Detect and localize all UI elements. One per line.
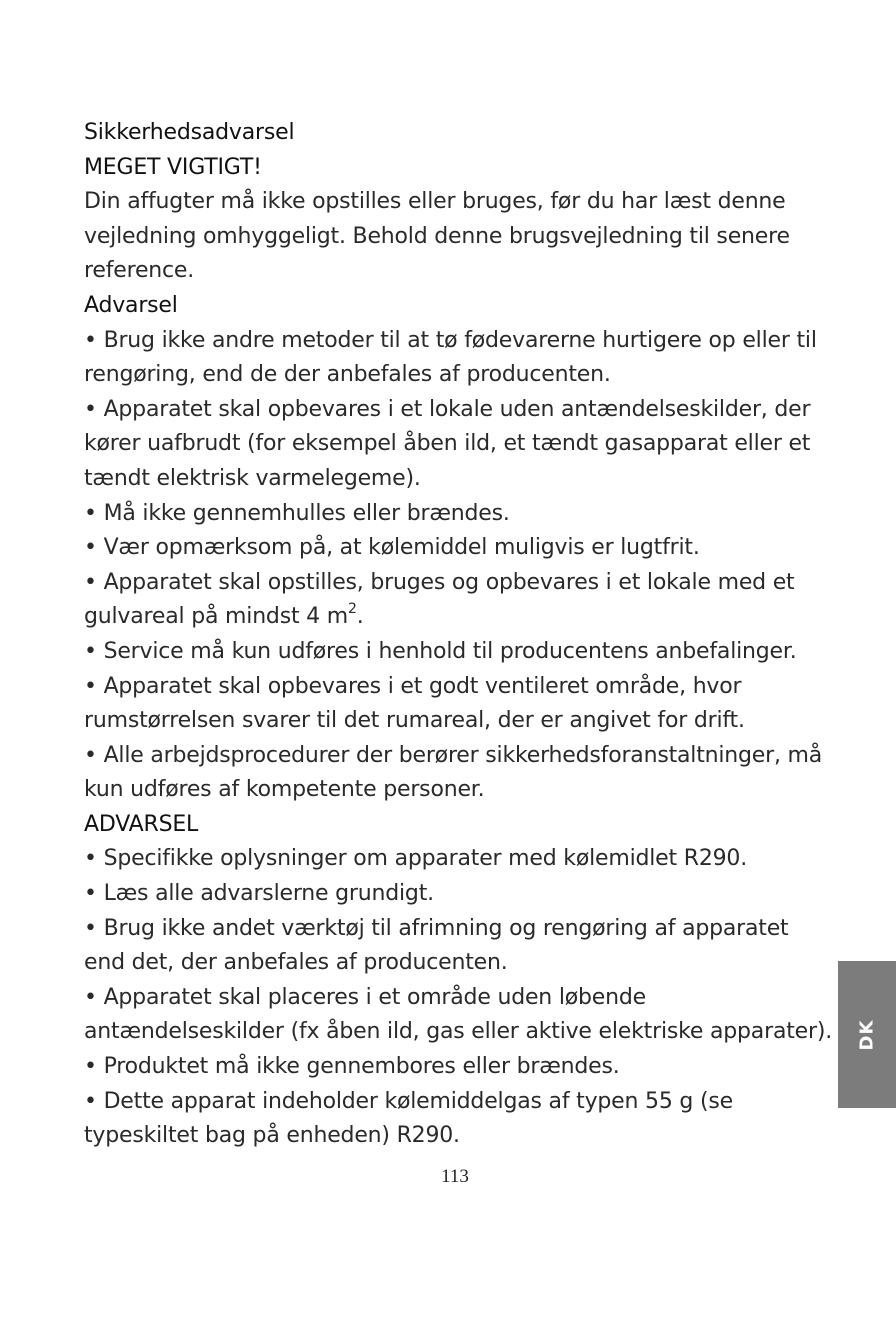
line-text: MEGET VIGTIGT! [84, 154, 262, 180]
text-line [84, 324, 824, 359]
text-line [84, 600, 824, 635]
line-text: kører uafbrudt (for eksempel åben ild, et tændt gasapparat eller et [84, 431, 811, 457]
section-heading [84, 116, 824, 151]
text-line [84, 1050, 824, 1085]
line-text: • Brug ikke andre metoder til at tø fødevarerne hurtigere op eller til [84, 327, 817, 353]
line-text: gulvareal på mindst 4 m [84, 604, 348, 630]
language-tab [838, 961, 896, 1108]
line-text: • Apparatet skal opstilles, bruges og opbevares i et lokale med et [84, 569, 795, 595]
text-line [84, 220, 824, 255]
language-tab-label: DK [856, 1019, 878, 1050]
line-text: • Service må kun udføres i henhold til producentens anbefalinger. [84, 638, 797, 664]
line-text: • Apparatet skal opbevares i et lokale uden antændelseskilder, der [84, 396, 811, 422]
text-line [84, 635, 824, 670]
text-line [84, 739, 824, 774]
line-text: • Dette apparat indeholder kølemiddelgas af typen 55 g (se [84, 1088, 733, 1114]
text-line [84, 566, 824, 601]
line-text: rengøring, end de der anbefales af producenten. [84, 362, 611, 388]
text-line [84, 185, 824, 220]
text-line [84, 462, 824, 497]
text-line [84, 1119, 824, 1154]
line-text: Sikkerhedsadvarsel [84, 120, 295, 145]
line-text: tændt elektrisk varmelegeme). [84, 465, 421, 491]
text-line [84, 1085, 824, 1120]
line-text: kun udføres af kompetente personer. [84, 777, 485, 803]
text-line [84, 1015, 833, 1050]
line-text: • Specifikke oplysninger om apparater med kølemidlet R290. [84, 846, 747, 872]
line-text: rumstørrelsen svarer til det rumareal, der er angivet for drift. [84, 708, 745, 734]
line-tail: . [356, 604, 364, 630]
line-text: • Apparatet skal placeres i et område uden løbende [84, 984, 646, 1010]
text-line [84, 670, 824, 705]
text-line [84, 254, 824, 289]
section-heading [84, 808, 824, 843]
text-line [84, 427, 824, 462]
section-heading [84, 289, 824, 324]
text-line [84, 842, 824, 877]
line-text: • Må ikke gennemhulles eller brændes. [84, 500, 510, 526]
text-line [84, 981, 824, 1016]
page-number: 113 [441, 1166, 469, 1187]
line-text: • Produktet må ikke gennembores eller brændes. [84, 1054, 620, 1080]
line-text: • Alle arbejdsprocedurer der berører sikkerhedsforanstaltninger, må [84, 742, 823, 768]
line-text: • Brug ikke andet værktøj til afrimning og rengøring af apparatet [84, 915, 789, 941]
line-text: end det, der anbefales af producenten. [84, 950, 508, 976]
section-heading [84, 151, 824, 186]
text-line [84, 773, 824, 808]
text-line [84, 497, 824, 532]
line-text: • Apparatet skal opbevares i et godt ventileret område, hvor [84, 673, 742, 699]
text-line [84, 877, 824, 912]
line-text: • Vær opmærksom på, at kølemiddel muligvis er lugtfrit. [84, 535, 700, 561]
text-line [84, 393, 824, 428]
line-text: Din affugter må ikke opstilles eller bruges, før du har læst denne [84, 189, 786, 215]
text-line [84, 912, 824, 947]
line-text: vejledning omhyggeligt. Behold denne brugsvejledning til senere [84, 223, 790, 249]
superscript: 2 [348, 600, 357, 617]
text-line [84, 946, 824, 981]
line-text: • Læs alle advarslerne grundigt. [84, 881, 434, 907]
line-text: ADVARSEL [84, 811, 199, 837]
line-text: reference. [84, 258, 195, 284]
line-text: antændelseskilder (fx åben ild, gas eller aktive elektriske apparater). [84, 1019, 833, 1045]
line-text: typeskiltet bag på enheden) R290. [84, 1123, 460, 1149]
text-line [84, 358, 824, 393]
manual-text-block [84, 116, 833, 1154]
text-line [84, 531, 824, 566]
text-line [84, 704, 824, 739]
line-text: Advarsel [84, 292, 178, 318]
